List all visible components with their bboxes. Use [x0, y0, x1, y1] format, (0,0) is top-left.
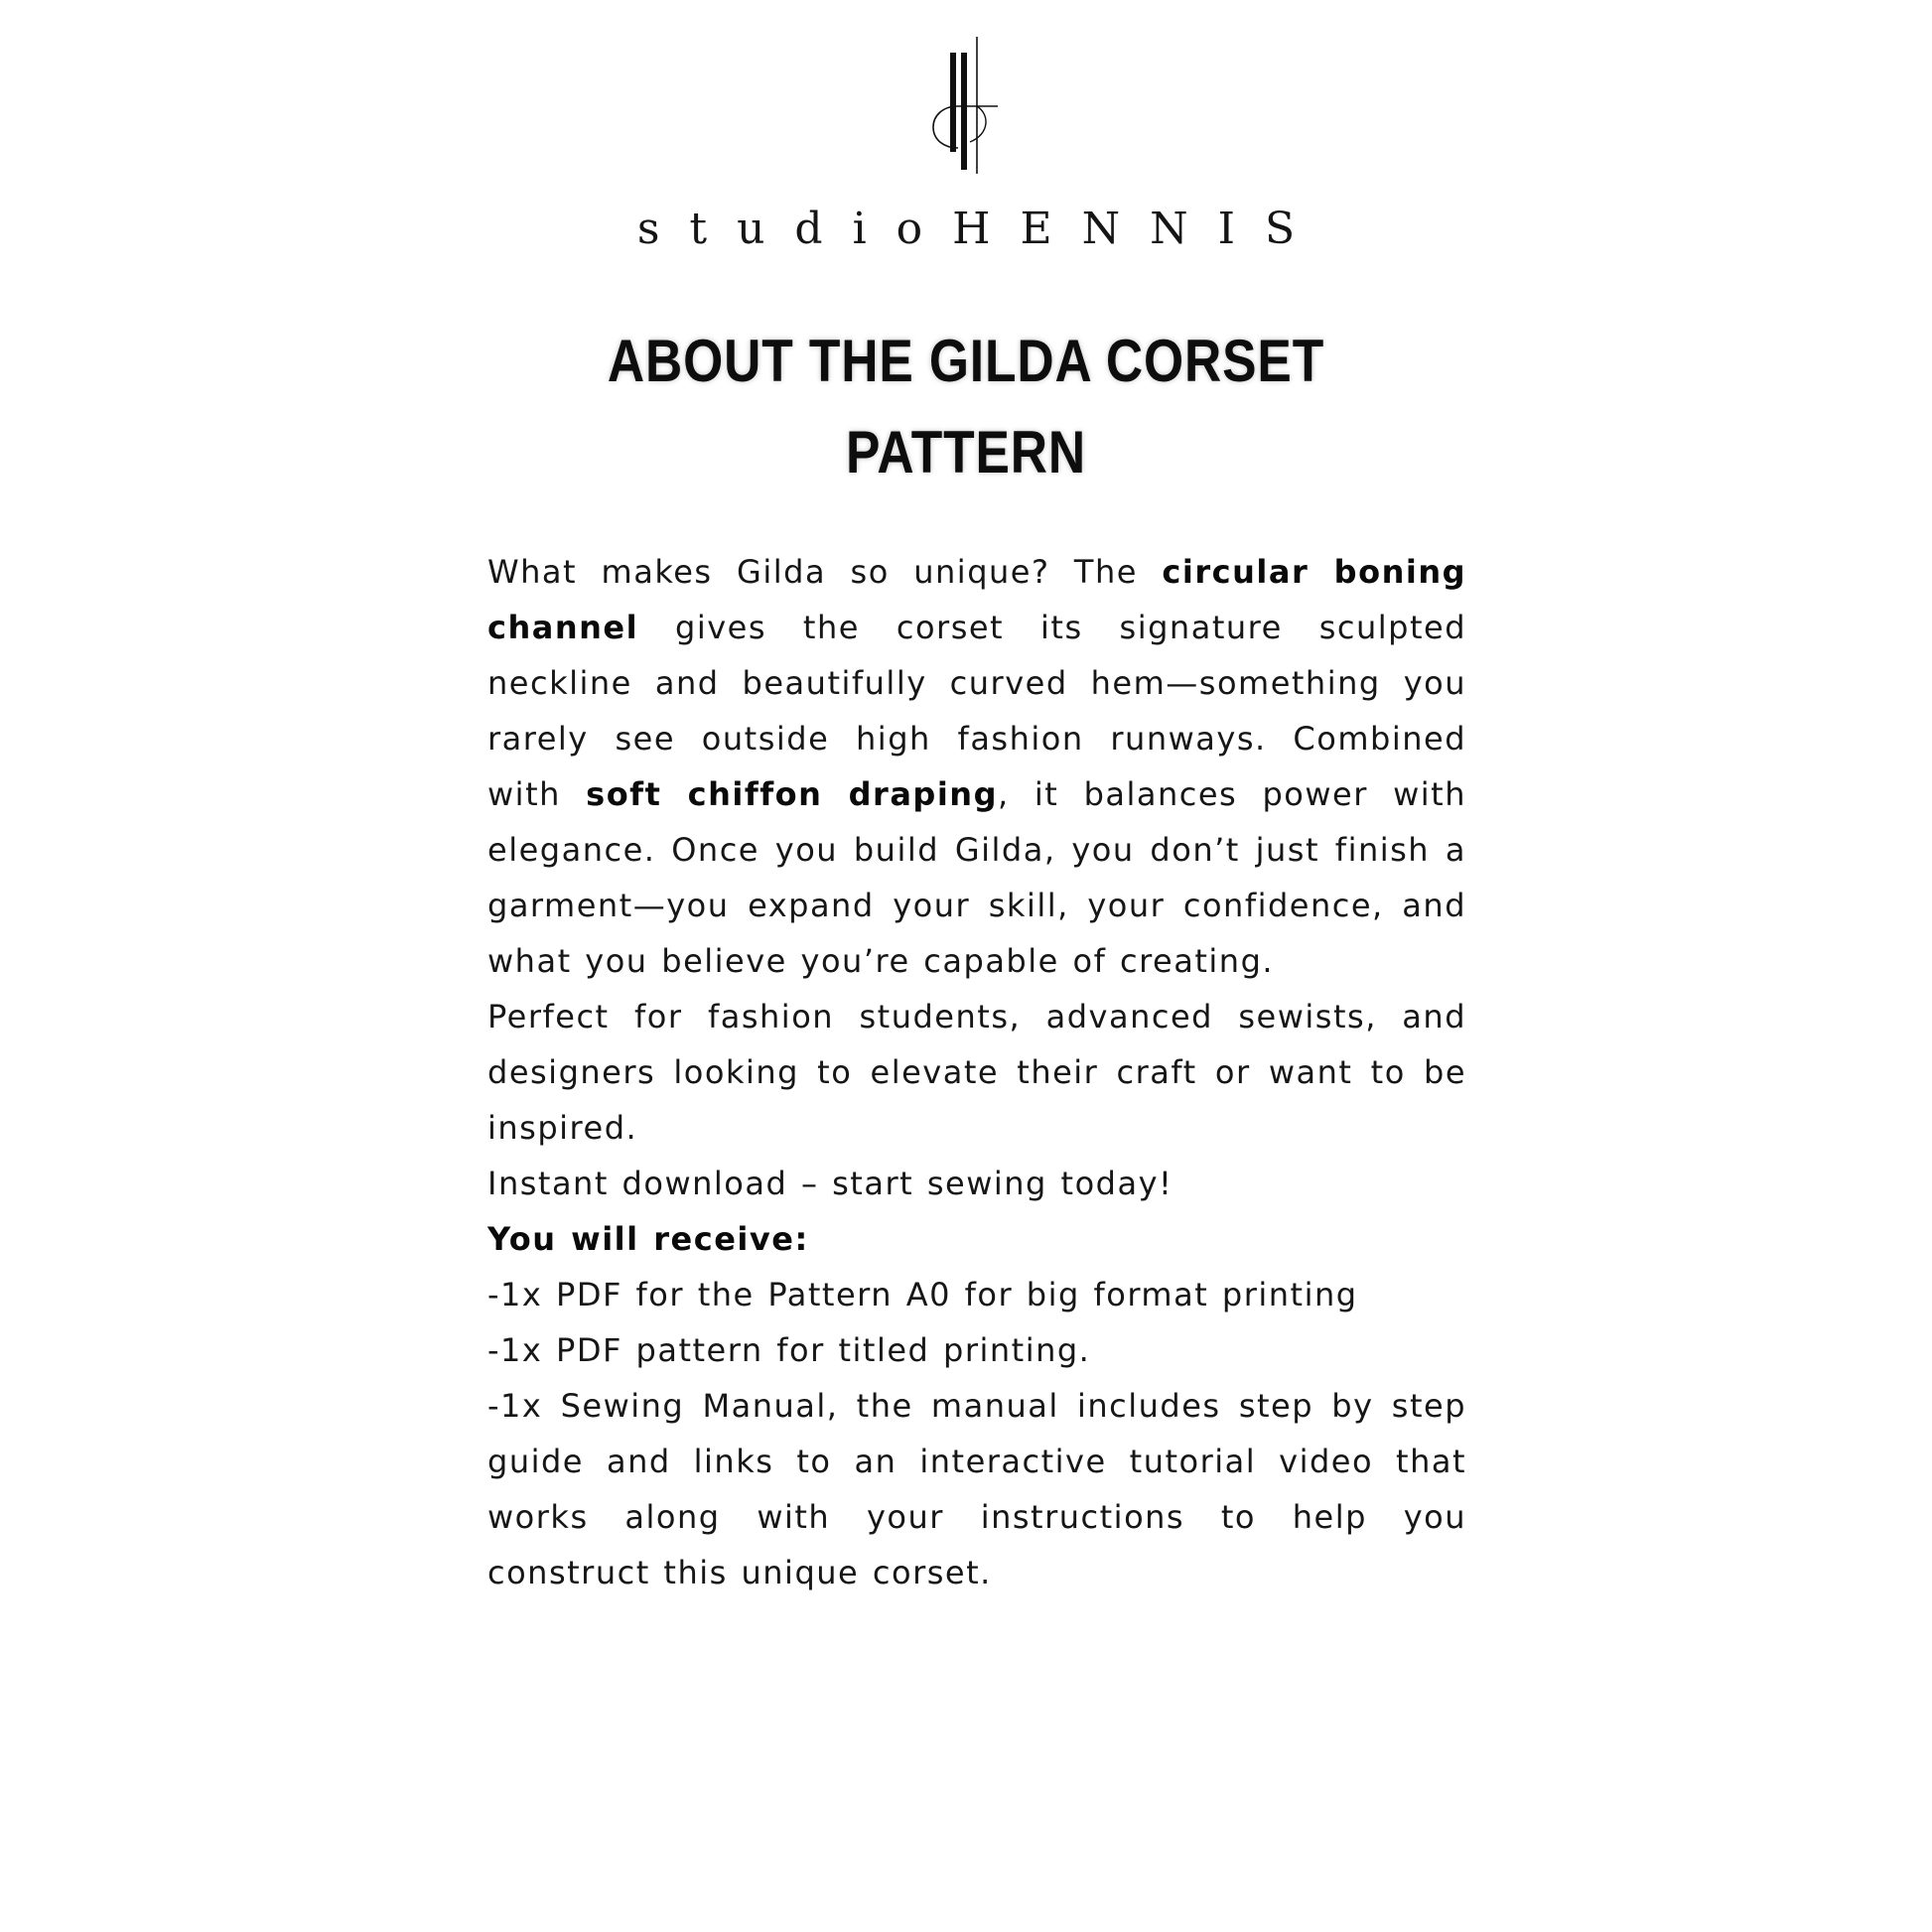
intro-text-2: gives the corset its signature sculpted neckline and beautifully curved hem—something you rarely see outside high fashion runways. Combined with — [487, 609, 1466, 813]
intro-bold-2: soft chiffon draping — [586, 775, 998, 813]
page-title — [135, 316, 1797, 498]
brand-name: studioHENNIS — [636, 204, 1325, 254]
title-line-2: PATTERN — [845, 419, 1087, 485]
audience-paragraph: Perfect for fashion students, advanced sewists, and designers looking to elevate their craft or want to be inspired. — [487, 998, 1466, 1147]
download-line: Instant download – start sewing today! — [487, 1165, 1173, 1202]
intro-paragraph — [487, 544, 1466, 989]
receive-item: -1x PDF pattern for titled printing. — [487, 1331, 1091, 1369]
receive-heading-text: You will receive: — [487, 1220, 809, 1258]
receive-item: -1x Sewing Manual, the manual includes step by step guide and links to an interactive tutorial video that works along with your instructions to help you construct this unique corset. — [487, 1387, 1466, 1591]
receive-item: -1x PDF for the Pattern A0 for big format printing — [487, 1276, 1358, 1313]
receive-heading — [487, 1211, 1466, 1267]
intro-text-3: , it balances power with elegance. Once you build Gilda, you don’t just finish a garment—you expand your skill, your confidence, and what you believe you’re capable of creating. — [487, 775, 1467, 980]
title-line-1: ABOUT THE GILDA CORSET — [607, 328, 1325, 394]
description-body — [487, 544, 1466, 1600]
studio-hennis-monogram-icon — [918, 35, 1008, 174]
intro-text-1: What makes Gilda so unique? The — [487, 553, 1163, 591]
intro-bold-1: circular boning channel — [487, 553, 1467, 646]
